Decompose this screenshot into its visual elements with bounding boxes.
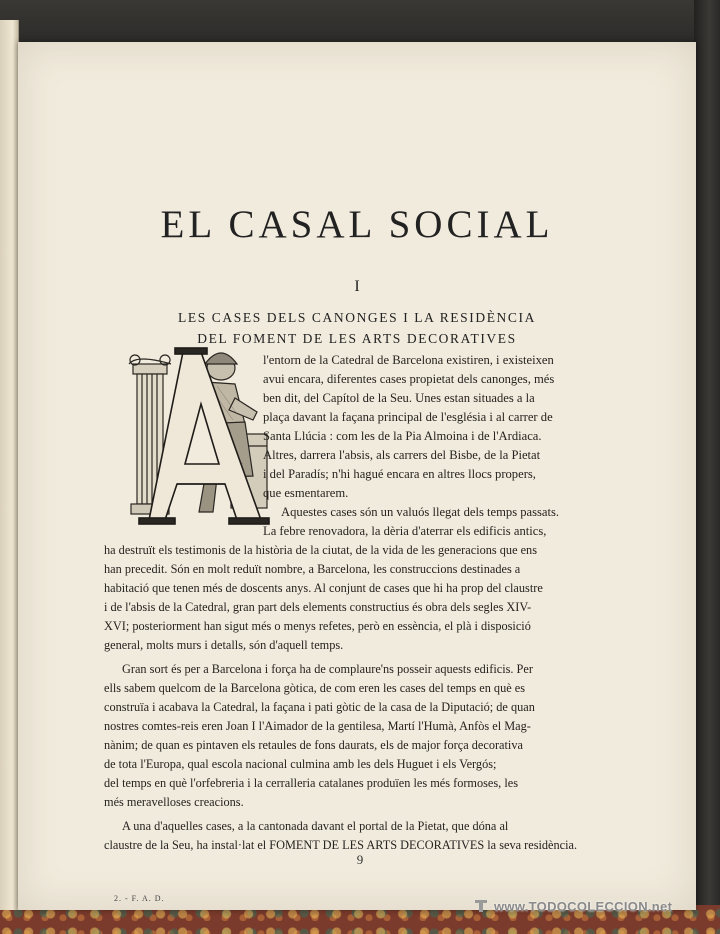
body-line-26: claustre de la Seu, ha instal·lat el FOMENT DE LES ARTS DECORATIVES la seva residència. bbox=[104, 838, 578, 852]
body-line-19: construïa i acabava la Catedral, la façana i pati gòtic de la casa de la Diputació; de quan bbox=[104, 700, 535, 714]
todocoleccion-logo-icon bbox=[472, 896, 490, 914]
body-line-12: han precedit. Són en molt reduït nombre, a Barcelona, les construccions destinades a bbox=[104, 562, 521, 576]
drop-cap-letter: A bbox=[113, 324, 114, 325]
body-line-22: de tota l'Europa, qual escola nacional culmina amb les dels Huguet i els Vergós; bbox=[104, 757, 497, 771]
body-line-2: avui encara, diferentes cases propietat dels canonges, més bbox=[263, 372, 555, 386]
body-line-15: XVI; posteriorment han sigut més o menys refetes, però en essència, el plà i disposició bbox=[104, 619, 531, 633]
page-number: 9 bbox=[356, 852, 364, 867]
body-line-6: Altres, darrera l'absis, als carrers del Bisbe, de la Pietat bbox=[263, 448, 541, 462]
body-line-8: que esmentarem. bbox=[263, 486, 349, 500]
body-line-3: ben dit, del Capítol de la Seu. Unes estan situades a la bbox=[263, 391, 535, 405]
body-line-9: Aquestes cases són un valuós llegat dels temps passats. bbox=[281, 505, 560, 519]
body-line-13: habitació que tenen més de doscents anys. Al conjunt de cases que hi ha prop del claustre bbox=[104, 581, 543, 595]
section-subtitle-line-1: LES CASES DELS CANONGES I LA RESIDÈNCIA bbox=[178, 310, 536, 325]
background-right bbox=[694, 0, 720, 934]
background-top bbox=[0, 0, 720, 48]
signature-mark: 2. - F. A. D. bbox=[114, 894, 165, 903]
page-title: EL CASAL SOCIAL bbox=[160, 203, 554, 246]
body-line-24: més meravelloses creacions. bbox=[104, 795, 244, 809]
section-subtitle-line-2: DEL FOMENT DE LES ARTS DECORATIVES bbox=[197, 331, 517, 346]
body-line-20: nostres comtes-reis eren Joan I l'Aimador de la gentilesa, Martí l'Humà, Anfòs el Mag- bbox=[104, 719, 531, 733]
book-page-edge bbox=[0, 20, 19, 910]
body-line-10: La febre renovadora, la dèria d'aterrar els edificis antics, bbox=[263, 524, 547, 538]
body-line-16: general, molts murs i detalls, són d'aquell temps. bbox=[104, 638, 344, 652]
body-line-21: nànim; de quan es pintaven els retaules de fons daurats, els de major força decorativa bbox=[104, 738, 523, 752]
illuminated-initial-a-icon bbox=[113, 324, 281, 530]
body-line-18: ells sabem quelcom de la Barcelona gòtica, de com eren les cases del temps en què es bbox=[104, 681, 526, 695]
body-line-4: plaça davant la façana principal de l'església i al carrer de bbox=[263, 410, 553, 424]
body-line-1: l'entorn de la Catedral de Barcelona existiren, i existeixen bbox=[263, 353, 554, 367]
body-line-17: Gran sort és per a Barcelona i força ha de complaure'ns posseir aquests edificis. Per bbox=[122, 662, 533, 676]
body-line-25: A una d'aquelles cases, a la cantonada davant el portal de la Pietat, que dóna al bbox=[122, 819, 509, 833]
body-line-14: i de l'absis de la Catedral, gran part dels elements constructius és obra dels segles XIV- bbox=[104, 600, 532, 614]
section-numeral: I bbox=[354, 278, 360, 295]
watermark-text: www.TODOCOLECCION.net bbox=[494, 899, 673, 914]
body-line-5: Santa Llúcia : com les de la Pia Almoina i de l'Ardiaca. bbox=[263, 429, 542, 443]
body-line-11: ha destruït els testimonis de la història de la ciutat, de la vida de les generacions que ens bbox=[104, 543, 537, 557]
book-page bbox=[18, 42, 696, 910]
body-line-7: i del Paradís; n'hi hagué encara en altres llocs propers, bbox=[263, 467, 536, 481]
body-line-23: del temps en què l'orfebreria i la cerralleria catalanes produïen les més formoses, les bbox=[104, 776, 518, 790]
